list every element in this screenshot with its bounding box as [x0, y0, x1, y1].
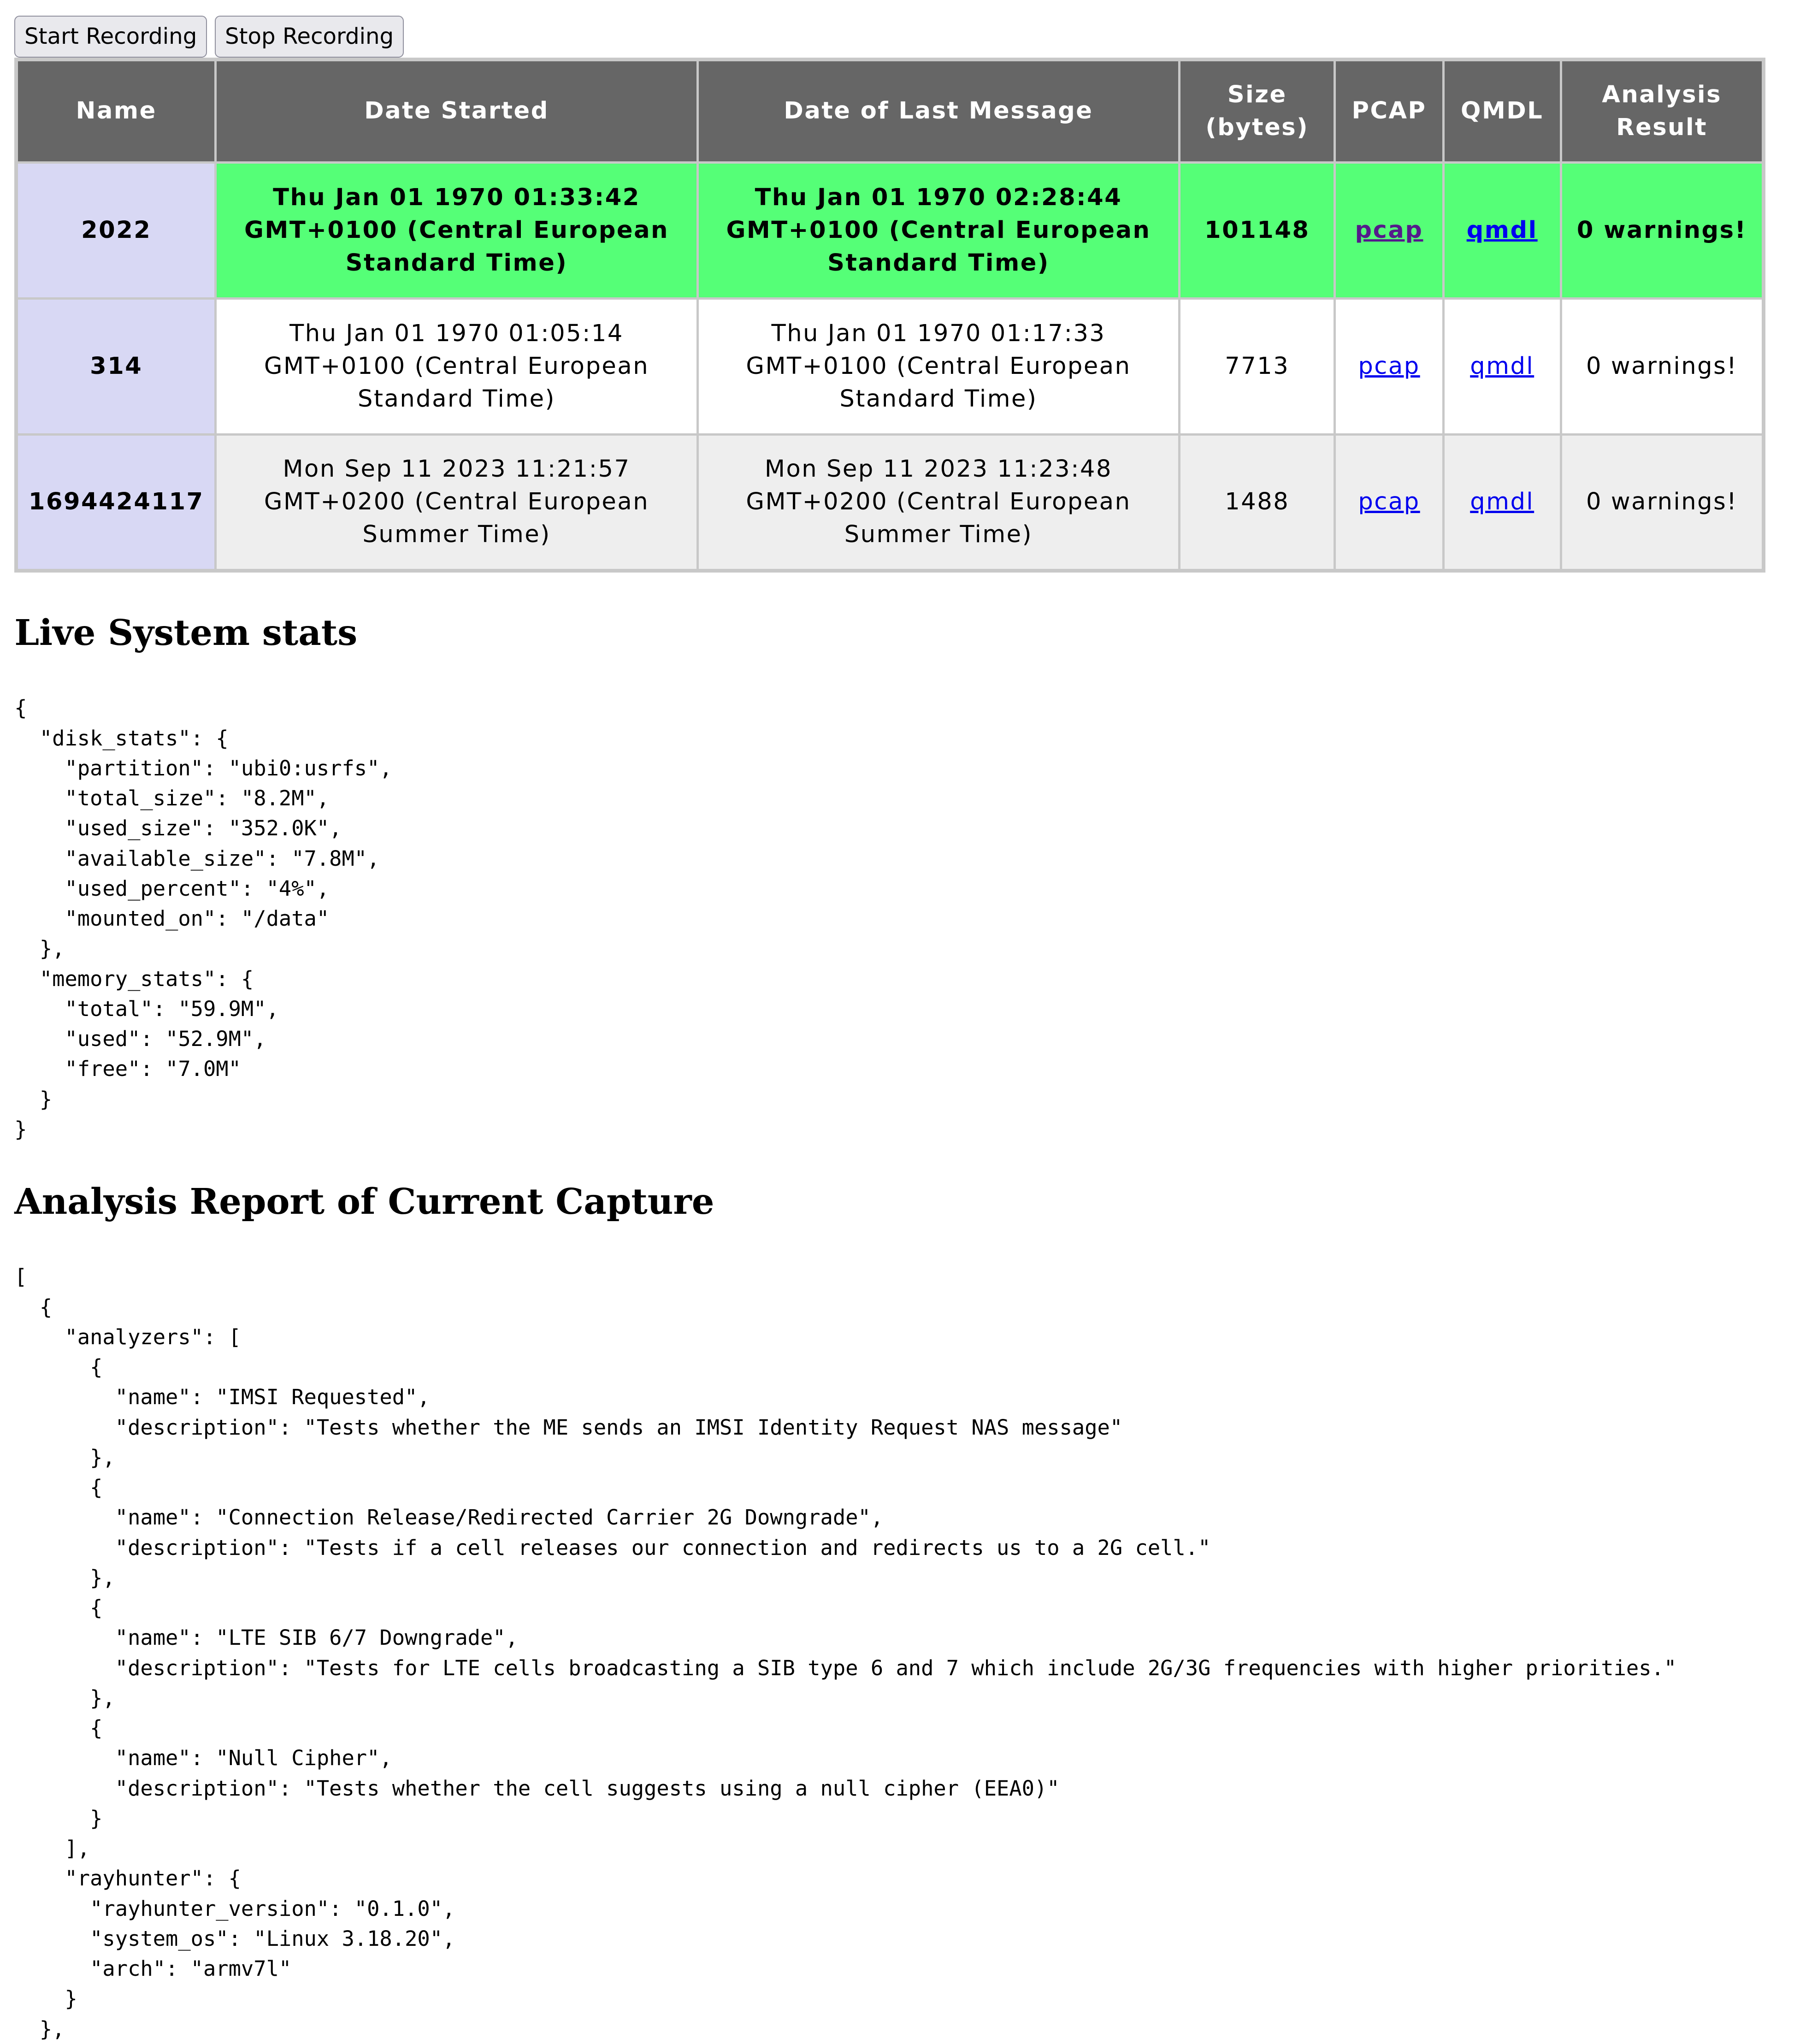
recording-controls [14, 16, 412, 58]
table-row [16, 435, 1763, 571]
pcap-link[interactable]: pcap [1358, 352, 1420, 380]
qmdl-link[interactable]: qmdl [1470, 488, 1534, 516]
date-started: Mon Sep 11 2023 11:21:57 GMT+0200 (Central European Summer Time) [216, 435, 697, 571]
header-name: Name [16, 59, 216, 163]
date-started: Thu Jan 01 1970 01:05:14 GMT+0100 (Central European Standard Time) [216, 299, 697, 435]
start-recording-button[interactable]: Start Recording [14, 16, 207, 58]
qmdl-link[interactable]: qmdl [1470, 352, 1534, 380]
analysis-result: 0 warnings! [1561, 299, 1763, 435]
recording-name: 2022 [16, 163, 216, 299]
date-started: Thu Jan 01 1970 01:33:42 GMT+0100 (Central European Standard Time) [216, 163, 697, 299]
header-size [1180, 59, 1335, 163]
qmdl-link[interactable]: qmdl [1466, 216, 1538, 244]
pcap-link[interactable]: pcap [1358, 488, 1420, 516]
header-date-last-message: Date of Last Message [697, 59, 1179, 163]
recordings-table [14, 58, 1765, 573]
recording-name: 1694424117 [16, 435, 216, 571]
header-size-line2: (bytes) [1205, 113, 1309, 141]
table-header-row [16, 59, 1763, 163]
pcap-link[interactable]: pcap [1355, 216, 1423, 244]
date-last-message: Mon Sep 11 2023 11:23:48 GMT+0200 (Central European Summer Time) [697, 435, 1179, 571]
pcap-cell [1335, 163, 1443, 299]
table-row [16, 163, 1763, 299]
size-bytes: 1488 [1180, 435, 1335, 571]
header-qmdl: QMDL [1443, 59, 1561, 163]
pcap-cell [1335, 435, 1443, 571]
header-pcap: PCAP [1335, 59, 1443, 163]
stop-recording-button[interactable]: Stop Recording [215, 16, 404, 58]
date-last-message: Thu Jan 01 1970 02:28:44 GMT+0100 (Central European Standard Time) [697, 163, 1179, 299]
analysis-report-heading: Analysis Report of Current Capture [14, 1181, 714, 1223]
size-bytes: 101148 [1180, 163, 1335, 299]
header-size-line1: Size [1227, 81, 1287, 108]
table-row [16, 299, 1763, 435]
analysis-report-json: [ { "analyzers": [ { "name": "IMSI Requested", "description": "Tests whether the ME sends an IMSI Identity Request NAS message" }, { "name": "Connection Release/Redirected Carrier 2G Downgrade", "description": "Tests if a cell releases our connection and redirects us to a 2G cell." }, { "name": "LTE SIB 6/7 Downgrade", "description": "Tests for LTE cells broadcasting a SIB type 6 and 7 which include 2G/3G frequencies with higher priorities." }, { "name": "Null Cipher", "description": "Tests whether the cell suggests using a null cipher (EEA0)" } ], "rayhunter": { "rayhunter_version": "0.1.0", "system_os": "Linux 3.18.20", "arch": "armv7l" } }, [14, 1264, 1677, 2041]
size-bytes: 7713 [1180, 299, 1335, 435]
header-date-started: Date Started [216, 59, 697, 163]
pcap-cell [1335, 299, 1443, 435]
header-analysis-line2: Result [1616, 113, 1708, 141]
recording-name: 314 [16, 299, 216, 435]
analysis-result: 0 warnings! [1561, 435, 1763, 571]
system-stats-heading: Live System stats [14, 612, 358, 654]
qmdl-cell [1443, 299, 1561, 435]
date-last-message: Thu Jan 01 1970 01:17:33 GMT+0100 (Central European Standard Time) [697, 299, 1179, 435]
qmdl-cell [1443, 163, 1561, 299]
header-analysis-line1: Analysis [1602, 81, 1722, 108]
analysis-result: 0 warnings! [1561, 163, 1763, 299]
qmdl-cell [1443, 435, 1561, 571]
header-analysis-result [1561, 59, 1763, 163]
system-stats-json: { "disk_stats": { "partition": "ubi0:usrfs", "total_size": "8.2M", "used_size": "352.0K", "available_size": "7.8M", "used_percent": "4%", "mounted_on": "/data" }, "memory_stats": { "total": "59.9M", "used": "52.9M", "free": "7.0M" } } [14, 696, 392, 1141]
